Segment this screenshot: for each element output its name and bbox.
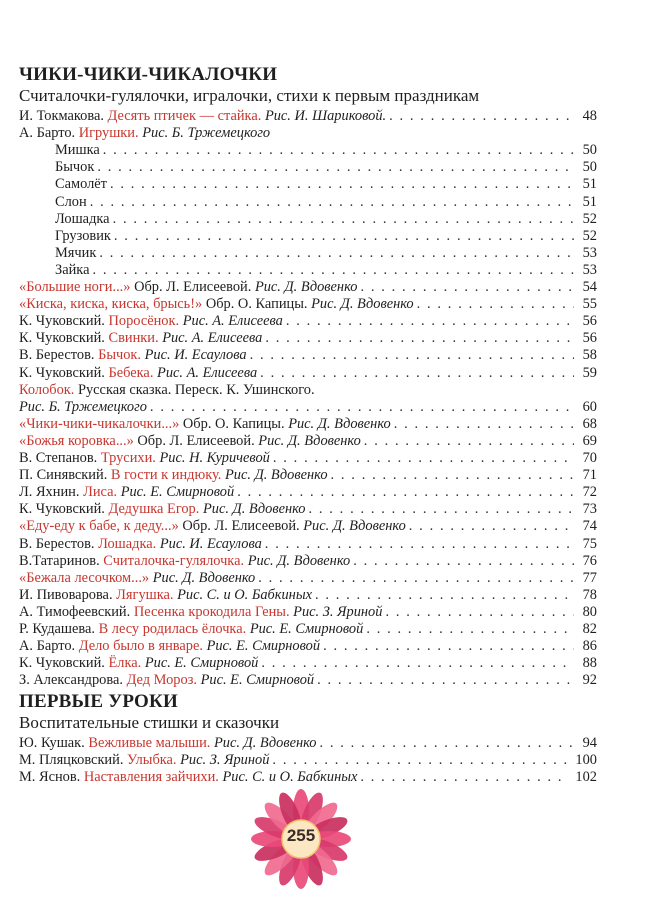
toc-page-number: 70 [582, 450, 597, 466]
toc-title: Наставления зайчихи. [83, 769, 219, 786]
toc-illustrator: Рис. А. Елисеева [162, 330, 263, 347]
section-subtitle: Воспитательные стишки и сказочки [19, 713, 280, 732]
toc-page-number: 100 [575, 752, 597, 769]
toc-illustrator: Рис. Д. Вдовенко [152, 569, 256, 586]
toc-illustrator: Рис. Д. Вдовенко [311, 296, 414, 313]
toc-leader-dots [94, 159, 574, 176]
toc-title: Трусихи. [100, 450, 156, 466]
toc-page-number: 74 [582, 518, 597, 535]
toc-entry [0, 536, 654, 553]
toc-note: Обр. Л. Елисеевой. [178, 518, 304, 535]
toc-leader-dots [305, 501, 574, 518]
toc-leader-dots [255, 570, 574, 587]
toc-leader-dots [87, 194, 574, 211]
toc-author: Р. Кудашева. [19, 621, 99, 637]
toc-author: Л. Яхнин. [19, 484, 84, 501]
toc-entry [0, 159, 654, 176]
toc-entry [0, 228, 654, 245]
page-number: 255 [286, 826, 316, 845]
toc-page-number: 55 [582, 296, 597, 313]
toc-leader-dots [317, 735, 575, 752]
toc-entry [0, 125, 654, 142]
toc-page-number: 86 [582, 638, 597, 655]
toc-page-number: 75 [582, 535, 597, 552]
toc-note: Русская сказка. Переск. К. Ушинского. [74, 381, 315, 398]
toc-page-number: 72 [582, 484, 597, 501]
toc-illustrator: Рис. З. Яриной [180, 752, 270, 769]
toc-author: К. Чуковский. [19, 364, 109, 381]
toc-leader-dots [107, 176, 574, 193]
toc-entry [0, 142, 654, 159]
toc-author: Грузовик [55, 227, 111, 244]
toc-illustrator: Рис. А. Елисеева [157, 364, 258, 381]
toc-entry [0, 313, 654, 330]
toc-note: Обр. Л. Елисеевой. [130, 279, 255, 295]
toc-page-number: 88 [582, 655, 597, 672]
toc-page-number: 69 [582, 432, 597, 449]
toc-illustrator: Рис. Д. Вдовенко [213, 735, 317, 751]
toc-entry [0, 769, 654, 786]
toc-title: Бычок. [98, 347, 142, 364]
toc-leader-dots [386, 108, 574, 125]
toc-entry [0, 108, 654, 125]
toc-author: А. Барто. [19, 125, 79, 142]
toc-page-number: 56 [582, 313, 597, 330]
toc-illustrator: Рис. Д. Вдовенко [288, 415, 391, 432]
toc-entry [0, 330, 654, 347]
toc-entry [0, 484, 654, 501]
toc-illustrator: Рис. Д. Вдовенко [225, 467, 328, 484]
toc-title: Считалочка-гулялочка. [103, 552, 245, 569]
toc-leader-dots [283, 313, 574, 330]
toc-page-number: 78 [582, 586, 597, 603]
toc-note: Обр. Л. Елисеевой. [133, 432, 259, 449]
toc-illustrator: Рис. Е. Смирновой [120, 484, 235, 501]
toc-author: И. Пивоварова. [19, 586, 117, 603]
toc-leader-dots [357, 769, 567, 786]
toc-entry [0, 621, 654, 638]
toc-author: К. Чуковский. [19, 313, 109, 330]
toc-leader-dots [258, 655, 574, 672]
toc-illustrator: Рис. Б. Тржемецкого [19, 398, 147, 415]
toc-title: Свинки. [108, 330, 159, 347]
toc-title: Дело было в январе. [78, 638, 203, 655]
toc-entry [0, 262, 654, 279]
toc-title: Игрушки. [78, 125, 139, 142]
toc-author: И. Токмакова. [19, 108, 108, 124]
toc-entry [0, 399, 654, 416]
section-title: ПЕРВЫЕ УРОКИ [19, 691, 178, 712]
toc-leader-dots [361, 433, 574, 450]
toc-title: «Киска, киска, киска, брысь!» [19, 296, 203, 313]
toc-page-number: 82 [582, 621, 597, 637]
toc-title: Дед Мороз. [126, 672, 197, 689]
toc-leader-dots [363, 621, 574, 638]
toc-leader-dots [312, 587, 574, 604]
toc-author: Самолёт [55, 176, 107, 193]
toc-author: Лошадка [55, 210, 110, 227]
toc-leader-dots [147, 399, 574, 416]
toc-illustrator: Рис. Д. Вдовенко [202, 501, 306, 518]
toc-title: Бебека. [108, 364, 154, 381]
toc-page-number: 60 [582, 398, 597, 415]
toc-entry [0, 587, 654, 604]
toc-note: Обр. О. Капицы. [202, 296, 312, 313]
toc-leader-dots [262, 330, 574, 347]
toc-title: Вежливые малыши. [88, 735, 211, 751]
section-title: ЧИКИ-ЧИКИ-ЧИКАЛОЧКИ [19, 64, 278, 85]
toc-entry [0, 279, 654, 296]
toc-leader-dots [269, 752, 567, 769]
toc-entry [0, 655, 654, 672]
toc-page-number: 59 [582, 364, 597, 381]
toc-illustrator: Рис. С. и О. Бабкиных [177, 586, 312, 603]
toc-title: «Бежала лесочком...» [19, 569, 150, 586]
toc-title: Десять птичек — стайка. [107, 108, 262, 124]
toc-page-number: 52 [582, 210, 597, 227]
toc-page-number: 94 [582, 735, 597, 751]
toc-illustrator: Рис. И. Шариковой. [264, 108, 387, 124]
toc-illustrator: Рис. Б. Тржемецкого [142, 125, 271, 142]
toc-page-number: 92 [582, 672, 597, 689]
toc-illustrator: Рис. С. и О. Бабкиных [222, 769, 358, 786]
section-subtitle: Считалочки-гулялочки, игралочки, стихи к первым праздникам [19, 86, 480, 105]
toc-author: К. Чуковский. [19, 330, 109, 347]
toc-note: Обр. О. Капицы. [179, 415, 289, 432]
toc-page-number: 80 [582, 603, 597, 620]
toc-author: Слон [55, 193, 87, 210]
toc-title: «Еду-еду к бабе, к деду...» [19, 518, 179, 535]
toc-author: В.Татаринов. [19, 552, 104, 569]
toc-entry [0, 672, 654, 689]
toc-leader-dots [382, 604, 574, 621]
toc-entry [0, 433, 654, 450]
toc-author: Мишка [55, 142, 100, 159]
toc-author: Мячик [55, 244, 97, 261]
toc-illustrator: Рис. Д. Вдовенко [254, 279, 358, 295]
toc-page-number: 52 [582, 227, 597, 244]
toc-page-number: 48 [582, 108, 597, 124]
toc-page-number: 58 [582, 347, 597, 364]
toc-leader-dots [89, 262, 574, 279]
toc-entry [0, 467, 654, 484]
toc-entry [0, 604, 654, 621]
toc-illustrator: Рис. Е. Смирновой [249, 621, 364, 637]
toc-entry [0, 752, 654, 769]
toc-entry [0, 450, 654, 467]
toc-entry [0, 194, 654, 211]
toc-title: Лягушка. [116, 586, 174, 603]
toc-title: Поросёнок. [108, 313, 180, 330]
toc-entry [0, 211, 654, 228]
toc-author: З. Александрова. [19, 672, 127, 689]
toc-leader-dots [247, 347, 574, 364]
toc-title: Ёлка. [108, 655, 142, 672]
toc-entry [0, 365, 654, 382]
toc-title: Лошадка. [98, 535, 157, 552]
toc-page-number: 50 [582, 142, 597, 159]
toc-page-number: 71 [582, 467, 597, 484]
toc-entry [0, 296, 654, 313]
toc-illustrator: Рис. Д. Вдовенко [258, 432, 361, 449]
toc-page-number: 53 [582, 244, 597, 261]
toc-title: Колобок. [19, 381, 75, 398]
toc-author: Ю. Кушак. [19, 735, 89, 751]
toc-leader-dots [357, 279, 574, 296]
toc-leader-dots [414, 296, 574, 313]
toc-entry [0, 570, 654, 587]
toc-title: Улыбка. [127, 752, 177, 769]
toc-leader-dots [314, 672, 574, 689]
toc-title: «Чики-чики-чикалочки...» [19, 415, 180, 432]
toc-page-number: 56 [582, 330, 597, 347]
toc-title: «Божья коровка...» [19, 432, 134, 449]
toc-author: К. Чуковский. [19, 501, 109, 518]
toc-title: Дедушка Егор. [108, 501, 200, 518]
toc-title: В гости к индюку. [110, 467, 222, 484]
toc-title: «Большие ноги...» [19, 279, 131, 295]
toc-title: В лесу родилась ёлочка. [98, 621, 247, 637]
toc-entry [0, 735, 654, 752]
toc-leader-dots [270, 450, 574, 467]
toc-page-number: 76 [582, 552, 597, 569]
toc-leader-dots [350, 553, 574, 570]
toc-author: А. Барто. [19, 638, 79, 655]
toc-entry [0, 553, 654, 570]
toc-leader-dots [406, 518, 574, 535]
toc-entry [0, 245, 654, 262]
toc-leader-dots [391, 416, 574, 433]
toc-entry [0, 347, 654, 364]
toc-leader-dots [328, 467, 574, 484]
toc-illustrator: Рис. Д. Вдовенко [303, 518, 406, 535]
toc-author: А. Тимофеевский. [19, 603, 134, 620]
toc-page-number: 77 [582, 569, 597, 586]
toc-author: В. Берестов. [19, 535, 99, 552]
toc-title: Лиса. [83, 484, 118, 501]
toc-illustrator: Рис. Е. Смирновой [144, 655, 259, 672]
toc-leader-dots [111, 228, 574, 245]
toc-page-number: 102 [575, 769, 597, 786]
toc-page-number: 73 [582, 501, 597, 518]
toc-page-number: 68 [582, 415, 597, 432]
toc-leader-dots [96, 245, 574, 262]
toc-illustrator: Рис. А. Елисеева [182, 313, 283, 330]
toc-page-number: 51 [582, 193, 597, 210]
toc-author: В. Степанов. [19, 450, 101, 466]
toc-author: Зайка [55, 261, 90, 278]
toc-page-number: 54 [582, 279, 597, 295]
toc-entry [0, 518, 654, 535]
toc-illustrator: Рис. И. Есаулова [159, 535, 262, 552]
toc-author: М. Яснов. [19, 769, 84, 786]
toc-page-number: 51 [582, 176, 597, 193]
toc-leader-dots [320, 638, 574, 655]
toc-illustrator: Рис. З. Яриной [293, 603, 383, 620]
toc-leader-dots [234, 484, 574, 501]
toc-illustrator: Рис. Д. Вдовенко [247, 552, 351, 569]
toc-title: Песенка крокодила Гены. [133, 603, 290, 620]
toc-leader-dots [262, 536, 574, 553]
toc-leader-dots [100, 142, 574, 159]
toc-page-number: 53 [582, 261, 597, 278]
toc-illustrator: Рис. Н. Куричевой [159, 450, 270, 466]
toc-leader-dots [257, 365, 574, 382]
toc-author: М. Пляцковский. [19, 752, 128, 769]
toc-entry [0, 382, 654, 399]
toc-illustrator: Рис. Е. Смирновой [206, 638, 321, 655]
toc-leader-dots [110, 211, 574, 228]
toc-illustrator: Рис. Е. Смирновой [200, 672, 315, 689]
toc-author: П. Синявский. [19, 467, 111, 484]
toc-entry [0, 638, 654, 655]
toc-entry [0, 176, 654, 193]
toc-author: В. Берестов. [19, 347, 99, 364]
toc-author: Бычок [55, 159, 95, 176]
toc-page-number: 50 [582, 159, 597, 176]
toc-author: К. Чуковский. [19, 655, 109, 672]
toc-entry [0, 416, 654, 433]
toc-illustrator: Рис. И. Есаулова [144, 347, 247, 364]
toc-entry [0, 501, 654, 518]
